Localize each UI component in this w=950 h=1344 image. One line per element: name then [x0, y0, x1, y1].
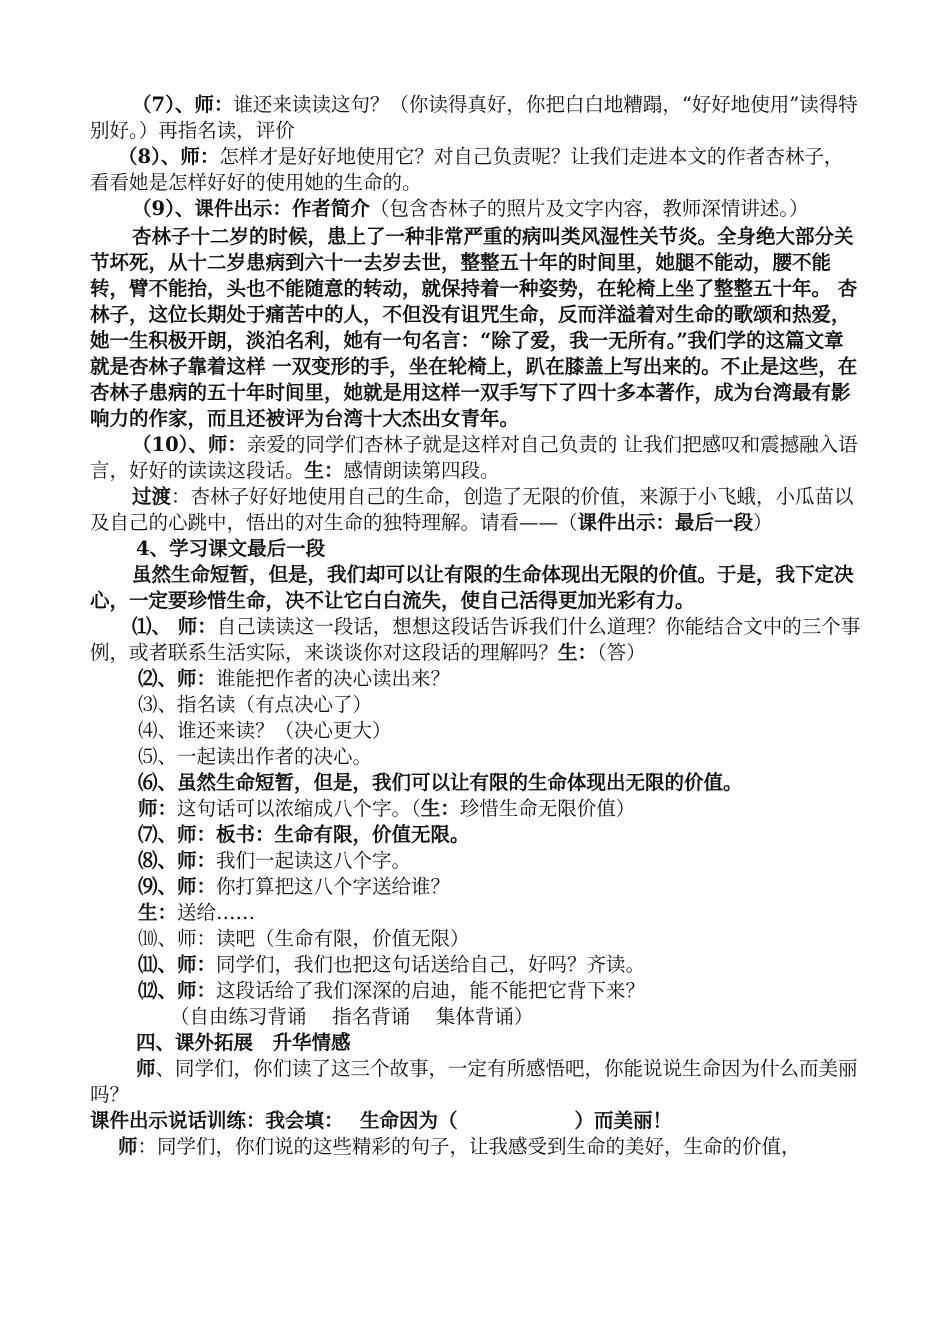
paragraph-step-8 [90, 144, 862, 196]
step-label: （10）、师： [132, 433, 247, 456]
transition-paragraph [90, 484, 862, 536]
teacher-line [90, 796, 862, 822]
paragraph-text: 我们一起读这八个字。 [216, 849, 412, 872]
paragraph-text: 这句话可以浓缩成八个字。（ [177, 797, 421, 820]
courseware-label: 课件出示：最后一段 [577, 511, 754, 534]
student-label: 生： [558, 641, 598, 664]
step-label: （8）、师： [118, 145, 220, 168]
question-11 [90, 952, 862, 978]
teacher-label: 师 [118, 1135, 138, 1158]
question-2 [90, 666, 862, 692]
question-8 [90, 848, 862, 874]
paragraph-text: ：杏林子好好地使用自己的生命，创造了无限的价值，来源于小飞蛾，小瓜苗以及自己的心跳中，悟出的对生命的独特理解。请看——（ [90, 485, 854, 534]
step-label: （9）、课件出示：作者简介 [132, 197, 370, 220]
paragraph-text: 怎样才是好好地使用它？对自己负责呢？让我们走进本文的作者杏林子，看看她是怎样好好的使用她的生命的。 [90, 145, 844, 194]
paragraph-text: 谁能把作者的决心读出来？ [216, 667, 451, 690]
step-label: ⑴、 师： [132, 615, 217, 638]
question-4: ⑷、谁还来读？（决心更大） [138, 719, 392, 742]
paragraph-text: 自己读读这一段话，想想这段话告诉我们什么道理？你能结合文中的三个事例，或者联系生活实际，来谈谈你对这段话的理解吗？ [90, 615, 861, 664]
question-5: ⑸、一起读出作者的决心。 [138, 745, 373, 768]
question-3: ⑶、指名读（有点决心了） [138, 693, 373, 716]
paragraph-step-7 [90, 92, 862, 144]
teacher-label: 师 [136, 1057, 156, 1080]
paragraph-text: 感情朗读第四段。 [343, 459, 500, 482]
paragraph-text: 、同学们，你们读了这三个故事，一定有所感悟吧，你能说说生命因为什么而美丽吗？ [90, 1057, 858, 1106]
recite-note: （自由练习背诵 指名背诵 集体背诵） [170, 1005, 534, 1028]
paragraph-text: 亲爱的同学们杏林子就是这样对自己负责的 让我们把感叹和震撼融入语言，好好的读读这段话。 [90, 433, 858, 482]
paragraph-text: ） [753, 511, 773, 534]
student-label: 生： [304, 459, 344, 482]
author-bio-paragraph: 杏林子十二岁的时候，患上了一种非常严重的病叫类风湿性关节炎。全身绝大部分关节坏死，从十二岁患病到六十一去岁去世，整整五十年的时间里，她腿不能动，腰不能转，臂不能抬，头也不能随意的转动，就保持着一种姿势，在轮椅上坐了整整五十年。 杏林子，这位长期处于痛苦中的人，不但没有诅咒生命，反而洋溢着对生命的歌颂和热爱，她一生积极开朗，淡泊名利，她有一句名言：“除了爱，我一无所有。”我们学的这篇文章就是杏林子靠着这样 一双变形的手，坐在轮椅上，趴在膝盖上写出来的。不止是这些，在杏林子患病的五十年时间里，她就是用这样一双手写下了四十多本著作，成为台湾最有影响力的作家，而且还被评为台湾十大杰出女青年。 [90, 225, 858, 430]
question-6: ⑹、虽然生命短暂，但是，我们可以让有限的生命体现出无限的价值。 [138, 771, 743, 794]
step-label: ⑵、师： [138, 667, 217, 690]
transition-label: 过渡 [132, 485, 172, 508]
student-line [90, 900, 862, 926]
paragraph-text: 这段话给了我们深深的启迪，能不能把它背下来？ [216, 979, 646, 1002]
paragraph-text: 你打算把这八个字送给谁？ [216, 875, 451, 898]
paragraph-text: （包含杏林子的照片及文字内容，教师深情讲述。） [369, 197, 809, 220]
student-label: 生： [138, 901, 178, 924]
question-1 [90, 614, 862, 666]
step-label: （7）、师： [132, 93, 234, 116]
teacher-label: 师： [138, 797, 178, 820]
step-label: ⑾、师： [138, 953, 217, 976]
section-heading-5: 四、课外拓展 升华情感 [136, 1031, 351, 1054]
question-9 [90, 874, 862, 900]
step-label: ⑼、师： [138, 875, 217, 898]
extension-paragraph [90, 1056, 862, 1108]
question-12 [90, 978, 862, 1004]
paragraph-text: 送给…… [177, 901, 256, 924]
student-label: 生： [420, 797, 460, 820]
document-page [90, 92, 862, 1160]
closing-paragraph [90, 1134, 862, 1160]
step-label: ⑻、师： [138, 849, 217, 872]
paragraph-text: （答） [597, 641, 646, 664]
step-label: ⑿、师： [138, 979, 217, 1002]
paragraph-text: ：同学们，你们说的这些精彩的句子，让我感受到生命的美好，生命的价值， [137, 1135, 801, 1158]
paragraph-text: 谁还来读读这句？（你读得真好，你把白白地糟蹋，“好好地使用”读得特别好。）再指名读，评价 [90, 93, 858, 142]
question-10: ⑽、师：读吧（生命有限，价值无限） [138, 927, 470, 950]
paragraph-text: 同学们，我们也把这句话送给自己，好吗？齐读。 [216, 953, 646, 976]
question-7: ⑺、师：板书：生命有限，价值无限。 [138, 823, 470, 846]
section-heading-4: 4、学习课文最后一段 [136, 537, 326, 560]
final-paragraph-quote: 虽然生命短暂，但是，我们却可以让有限的生命体现出无限的价值。于是，我下定决心，一定要珍惜生命，决不让它白白流失，使自己活得更加光彩有力。 [90, 563, 854, 612]
speaking-training: 课件出示说话训练：我会填： 生命因为（ ）而美丽！ [90, 1109, 673, 1132]
paragraph-step-9 [90, 196, 862, 222]
paragraph-step-10 [90, 432, 862, 484]
paragraph-text: 珍惜生命无限价值） [459, 797, 636, 820]
